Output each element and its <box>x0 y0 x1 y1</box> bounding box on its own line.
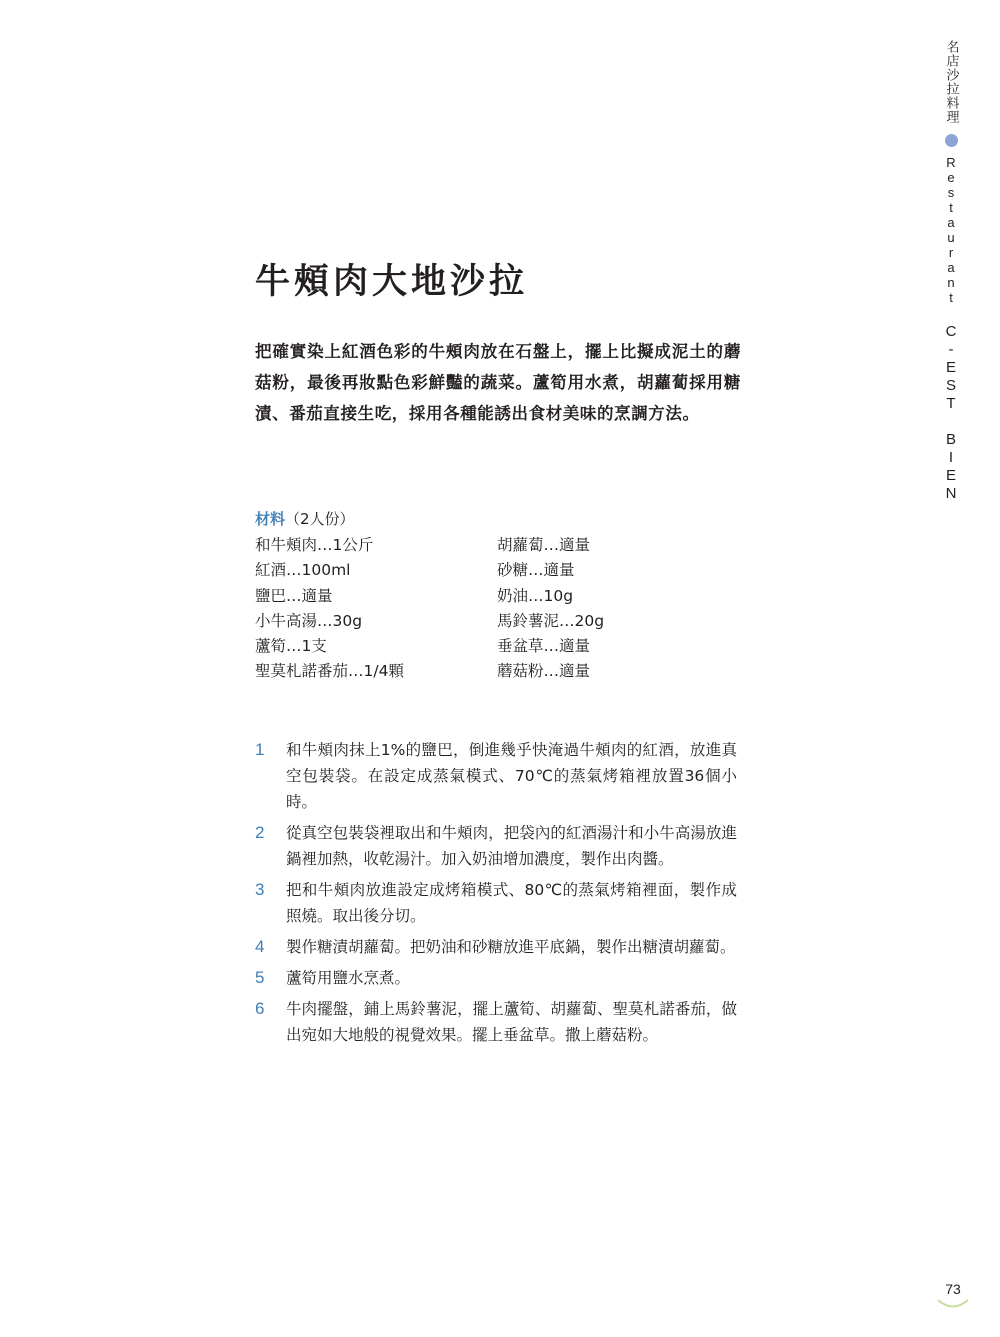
sidebar-dot-icon <box>945 134 958 147</box>
ingredient-item: 和牛頰肉…1公斤 <box>255 536 374 554</box>
step-item <box>255 820 737 872</box>
step-text: 蘆筍用鹽水烹煮。 <box>286 969 411 987</box>
ingredient-item: 馬鈴薯泥…20g <box>497 611 605 630</box>
step-item <box>255 934 737 960</box>
step-number: 3 <box>255 880 265 899</box>
recipe-title: 牛頰肉大地沙拉 <box>255 262 529 302</box>
sidebar-running-head <box>936 40 966 503</box>
ingredients-label: 材料 <box>255 510 286 528</box>
ingredients-servings: （2人份） <box>285 510 355 528</box>
step-text: 和牛頰肉抹上1%的鹽巴，倒進幾乎快淹過牛頰肉的紅酒，放進真空包裝袋。在設定成蒸氣模式、70℃的蒸氣烤箱裡放置36個小時。 <box>286 741 737 811</box>
ingredient-item: 砂糖…適量 <box>497 561 575 580</box>
step-number: 4 <box>255 937 265 956</box>
page-arc-icon <box>935 1297 971 1311</box>
step-number: 2 <box>255 823 265 842</box>
step-text: 牛肉擺盤，鋪上馬鈴薯泥，擺上蘆筍、胡蘿蔔、聖莫札諾番茄，做出宛如大地般的視覺效果。擺上垂盆草。撒上蘑菇粉。 <box>286 1000 737 1044</box>
step-number: 6 <box>255 999 265 1018</box>
step-number: 5 <box>255 968 265 987</box>
ingredient-item: 紅酒…100ml <box>255 561 351 580</box>
sidebar-category: 名店沙拉料理 <box>943 40 959 124</box>
step-item <box>255 965 737 991</box>
step-text: 從真空包裝袋裡取出和牛頰肉，把袋內的紅酒湯汁和小牛高湯放進鍋裡加熱，收乾湯汁。加入奶油增加濃度，製作出肉醬。 <box>286 824 737 868</box>
ingredient-item: 胡蘿蔔…適量 <box>497 536 591 554</box>
ingredient-item: 蘑菇粉…適量 <box>497 662 591 681</box>
ingredients-heading <box>255 507 355 531</box>
ingredient-item: 鹽巴…適量 <box>255 586 333 605</box>
recipe-intro: 把確實染上紅酒色彩的牛頰肉放在石盤上，擺上比擬成泥土的蘑菇粉，最後再妝點色彩鮮豔的蔬菜。蘆筍用水煮，胡蘿蔔採用糖漬、番茄直接生吃，採用各種能誘出食材美味的烹調方法。 <box>255 342 741 423</box>
ingredient-item: 奶油…10g <box>497 586 574 605</box>
step-text: 把和牛頰肉放進設定成烤箱模式、80℃的蒸氣烤箱裡面，製作成照燒。取出後分切。 <box>286 881 737 925</box>
ingredient-item: 垂盆草…適量 <box>497 637 591 656</box>
page-number: 73 <box>945 1281 961 1297</box>
ingredient-item: 聖莫札諾番茄…1/4顆 <box>255 662 404 681</box>
step-item <box>255 996 737 1048</box>
sidebar-restaurant-name: C-EST BIEN <box>942 323 960 503</box>
ingredient-item: 蘆筍…1支 <box>255 637 327 656</box>
steps-list <box>255 737 737 1053</box>
sidebar-restaurant-word: Restaurant <box>943 155 959 305</box>
ingredients-list-right <box>497 533 604 685</box>
ingredient-item: 小牛高湯…30g <box>255 611 363 630</box>
step-number: 1 <box>255 740 265 759</box>
step-text: 製作糖漬胡蘿蔔。把奶油和砂糖放進平底鍋，製作出糖漬胡蘿蔔。 <box>286 938 736 956</box>
step-item <box>255 877 737 929</box>
step-item <box>255 737 737 815</box>
ingredients-list-left <box>255 533 404 685</box>
